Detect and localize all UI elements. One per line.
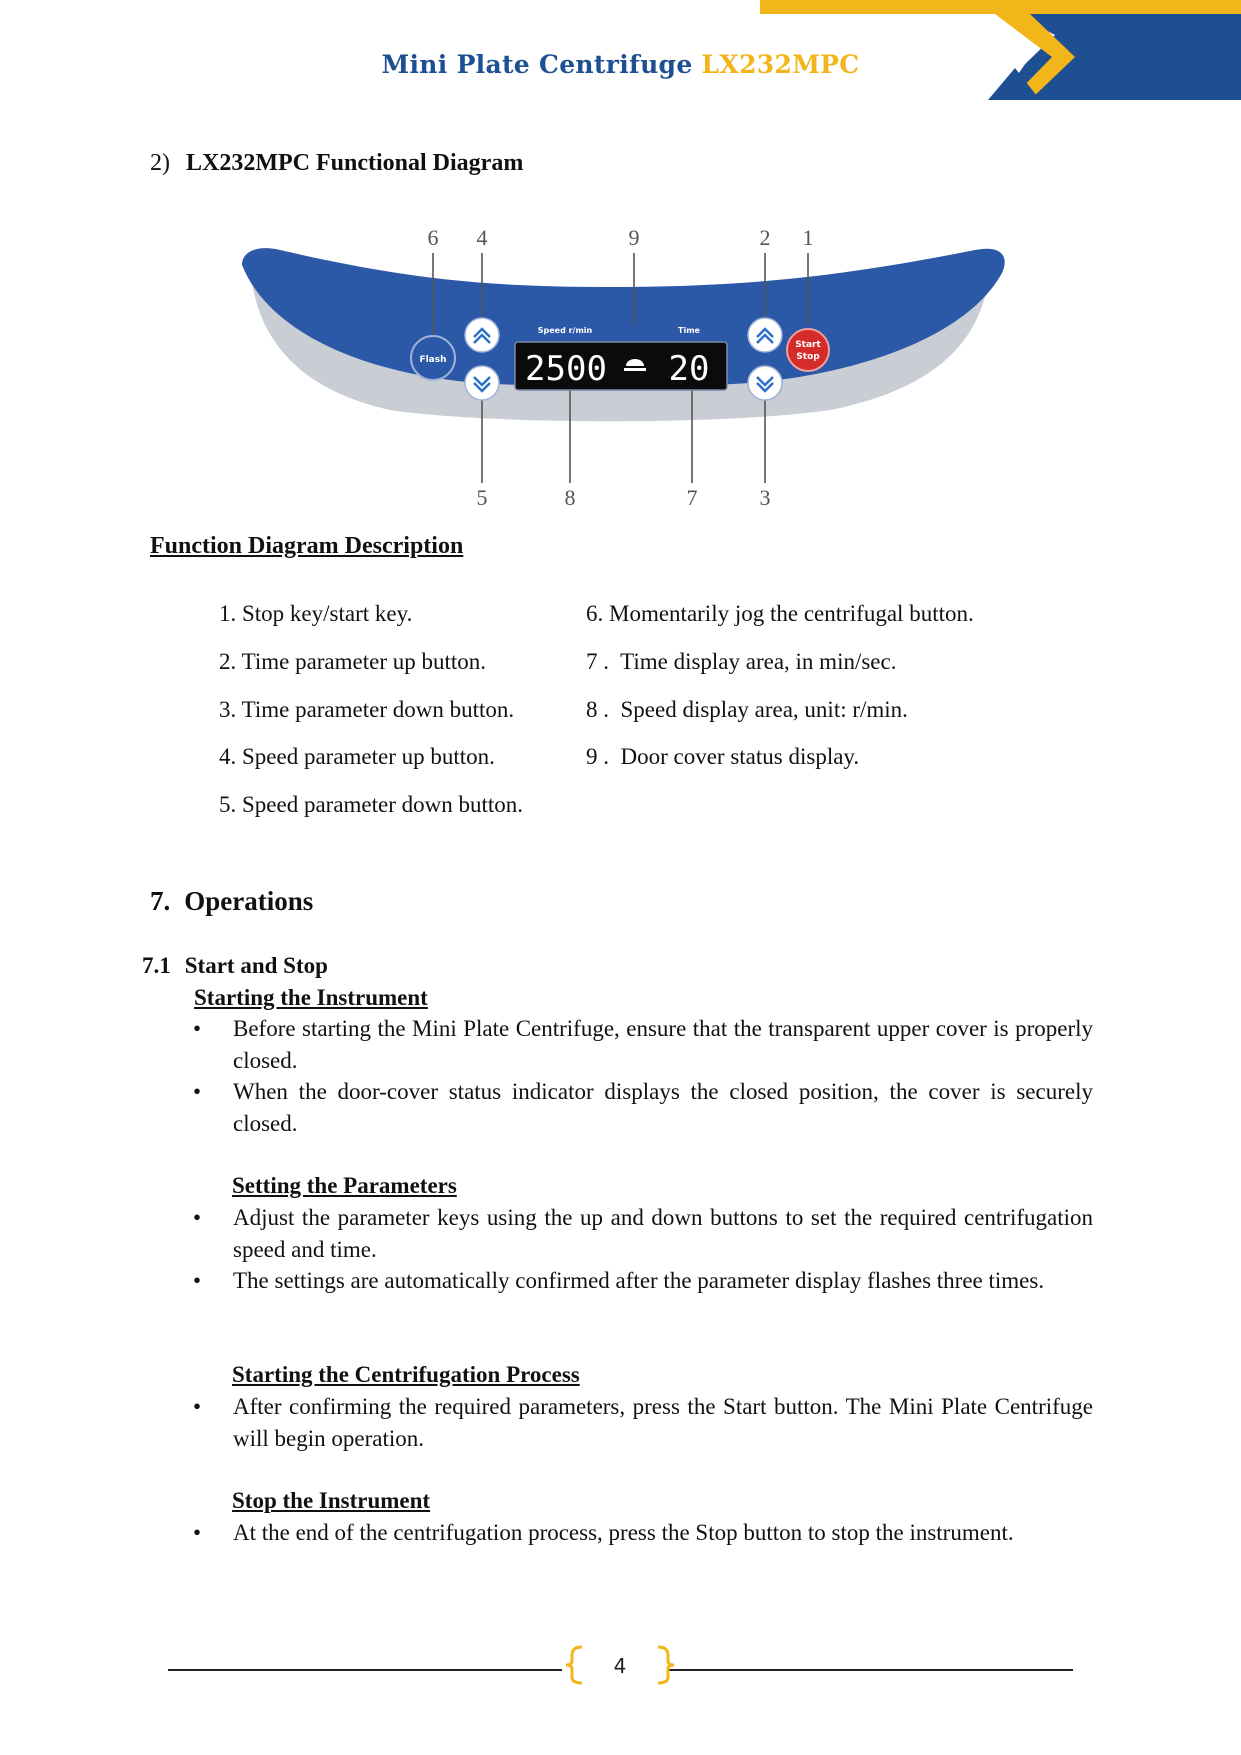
list-item	[193, 1076, 1093, 1140]
bullet-text: Before starting the Mini Plate Centrifuge, ensure that the transparent upper cover is properly closed.	[233, 1016, 1093, 1073]
description-left-item-1: 1. Stop key/start key.	[219, 601, 413, 626]
list-item	[193, 1013, 1093, 1077]
bullet-icon: •	[193, 1205, 202, 1230]
bullet-text: After confirming the required parameters, press the Start button. The Mini Plate Centrifuge will begin operation.	[233, 1394, 1093, 1451]
speed-up-button[interactable]	[465, 318, 499, 352]
callout-3: 3	[759, 485, 771, 510]
list-item	[193, 1517, 1093, 1549]
description-left-item-4: 4. Speed parameter up button.	[219, 744, 495, 769]
list-item	[193, 1202, 1093, 1266]
section-functional-diagram-heading	[150, 150, 523, 177]
bullet-text: The settings are automatically confirmed after the parameter display flashes three times.	[233, 1268, 1045, 1293]
operations-number: 7.	[150, 886, 171, 916]
speed-down-button[interactable]	[465, 366, 499, 400]
time-display: 20	[668, 349, 710, 389]
flash-button[interactable]	[411, 336, 455, 380]
bullet-icon: •	[193, 1520, 202, 1545]
bullet-text: Adjust the parameter keys using the up and down buttons to set the required centrifugation speed and time.	[233, 1205, 1093, 1262]
time-down-button[interactable]	[748, 366, 782, 400]
stop-instrument-heading: Stop the Instrument	[232, 1488, 431, 1513]
time-label: Time	[678, 326, 700, 335]
section-number: 2)	[150, 150, 170, 176]
bullet-icon: •	[193, 1394, 202, 1419]
start-stop-subsection-heading	[142, 953, 328, 979]
subsection-title: Start and Stop	[184, 953, 328, 978]
callout-5: 5	[476, 485, 488, 510]
callout-9: 9	[628, 225, 640, 250]
bullet-icon: •	[193, 1016, 202, 1041]
bullet-icon: •	[193, 1079, 202, 1104]
callout-4: 4	[476, 225, 488, 250]
speed-display: 2500	[525, 349, 607, 389]
description-right-item-9: 9 . Door cover status display.	[586, 744, 860, 769]
description-right-item-6: 6. Momentarily jog the centrifugal button.	[586, 601, 974, 626]
functional-diagram	[230, 225, 1010, 525]
speed-label: Speed r/min	[537, 326, 593, 335]
subsection-number: 7.1	[142, 953, 171, 978]
callout-7: 7	[686, 485, 698, 510]
start-label: Start	[795, 340, 821, 350]
header-title	[0, 50, 1241, 79]
callout-6: 6	[427, 225, 439, 250]
description-left-item-2: 2. Time parameter up button.	[219, 649, 487, 674]
setting-parameters-heading: Setting the Parameters	[232, 1173, 457, 1198]
flash-label: Flash	[419, 355, 447, 365]
list-item	[193, 1391, 1093, 1455]
operations-title: Operations	[184, 886, 314, 916]
operations-heading	[150, 886, 313, 917]
list-item	[193, 1265, 1093, 1329]
page-number: 4	[613, 1654, 627, 1678]
time-up-button[interactable]	[748, 318, 782, 352]
description-right-item-7: 7 . Time display area, in min/sec.	[586, 649, 897, 674]
starting-instrument-heading: Starting the Instrument	[194, 985, 428, 1010]
description-left-item-5: 5. Speed parameter down button.	[219, 792, 524, 817]
header-title-model: LX232MPC	[701, 50, 860, 79]
description-right-item-8: 8 . Speed display area, unit: r/min.	[586, 697, 908, 722]
callout-2: 2	[759, 225, 771, 250]
starting-centrifugation-heading: Starting the Centrifugation Process	[232, 1362, 580, 1387]
start-stop-button[interactable]	[787, 329, 829, 371]
bullet-text: At the end of the centrifugation process, press the Stop button to stop the instrument.	[233, 1520, 1014, 1545]
bullet-icon: •	[193, 1268, 202, 1293]
section-title: LX232MPC Functional Diagram	[186, 150, 524, 176]
description-left-item-3: 3. Time parameter down button.	[219, 697, 515, 722]
function-description-heading: Function Diagram Description	[150, 533, 464, 559]
callout-8: 8	[564, 485, 576, 510]
stop-label: Stop	[796, 352, 820, 362]
bullet-text: When the door-cover status indicator displays the closed position, the cover is securely closed.	[233, 1079, 1093, 1136]
callout-1: 1	[802, 225, 814, 250]
header-title-name: Mini Plate Centrifuge	[381, 50, 702, 79]
